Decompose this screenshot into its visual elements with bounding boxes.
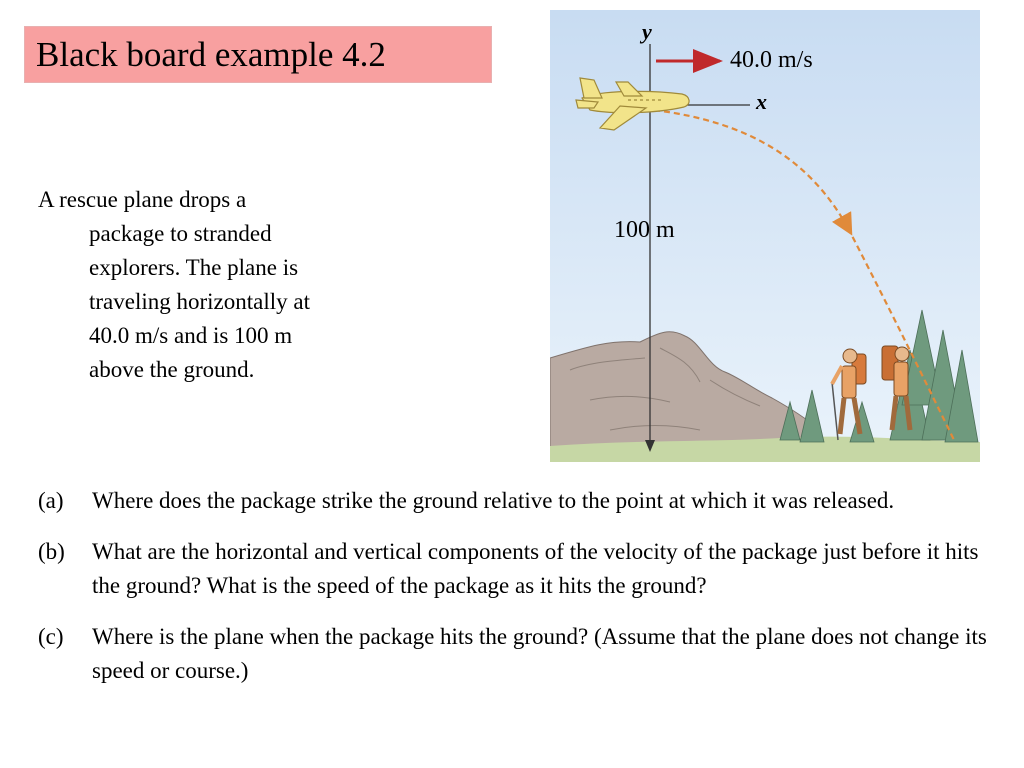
problem-first-line: A rescue plane drops a	[38, 187, 247, 212]
velocity-label: 40.0 m/s	[730, 47, 813, 73]
question-text: What are the horizontal and vertical components of the velocity of the package just before it hits the ground? What is the speed of the package as it hits the ground?	[92, 539, 979, 598]
question-a	[38, 484, 988, 518]
question-c	[38, 620, 988, 688]
question-label: (a)	[38, 488, 64, 513]
question-text: Where is the plane when the package hits the ground? (Assume that the plane does not change its speed or course.)	[92, 624, 987, 683]
question-label: (c)	[38, 624, 64, 649]
problem-statement	[38, 183, 378, 387]
question-label: (b)	[38, 539, 65, 564]
y-axis-label: y	[642, 19, 652, 44]
slide-title: Black board example 4.2	[36, 35, 386, 74]
rescue-plane-figure	[550, 10, 980, 462]
problem-continuation: package to stranded explorers. The plane is traveling horizontally at 40.0 m/s and is 100 m above the ground.	[89, 221, 310, 382]
question-b	[38, 535, 988, 603]
question-text: Where does the package strike the ground relative to the point at which it was released.	[92, 488, 895, 513]
height-label: 100 m	[614, 217, 675, 243]
question-list	[38, 484, 988, 705]
title-box	[24, 26, 492, 83]
x-axis-label: x	[756, 89, 767, 114]
